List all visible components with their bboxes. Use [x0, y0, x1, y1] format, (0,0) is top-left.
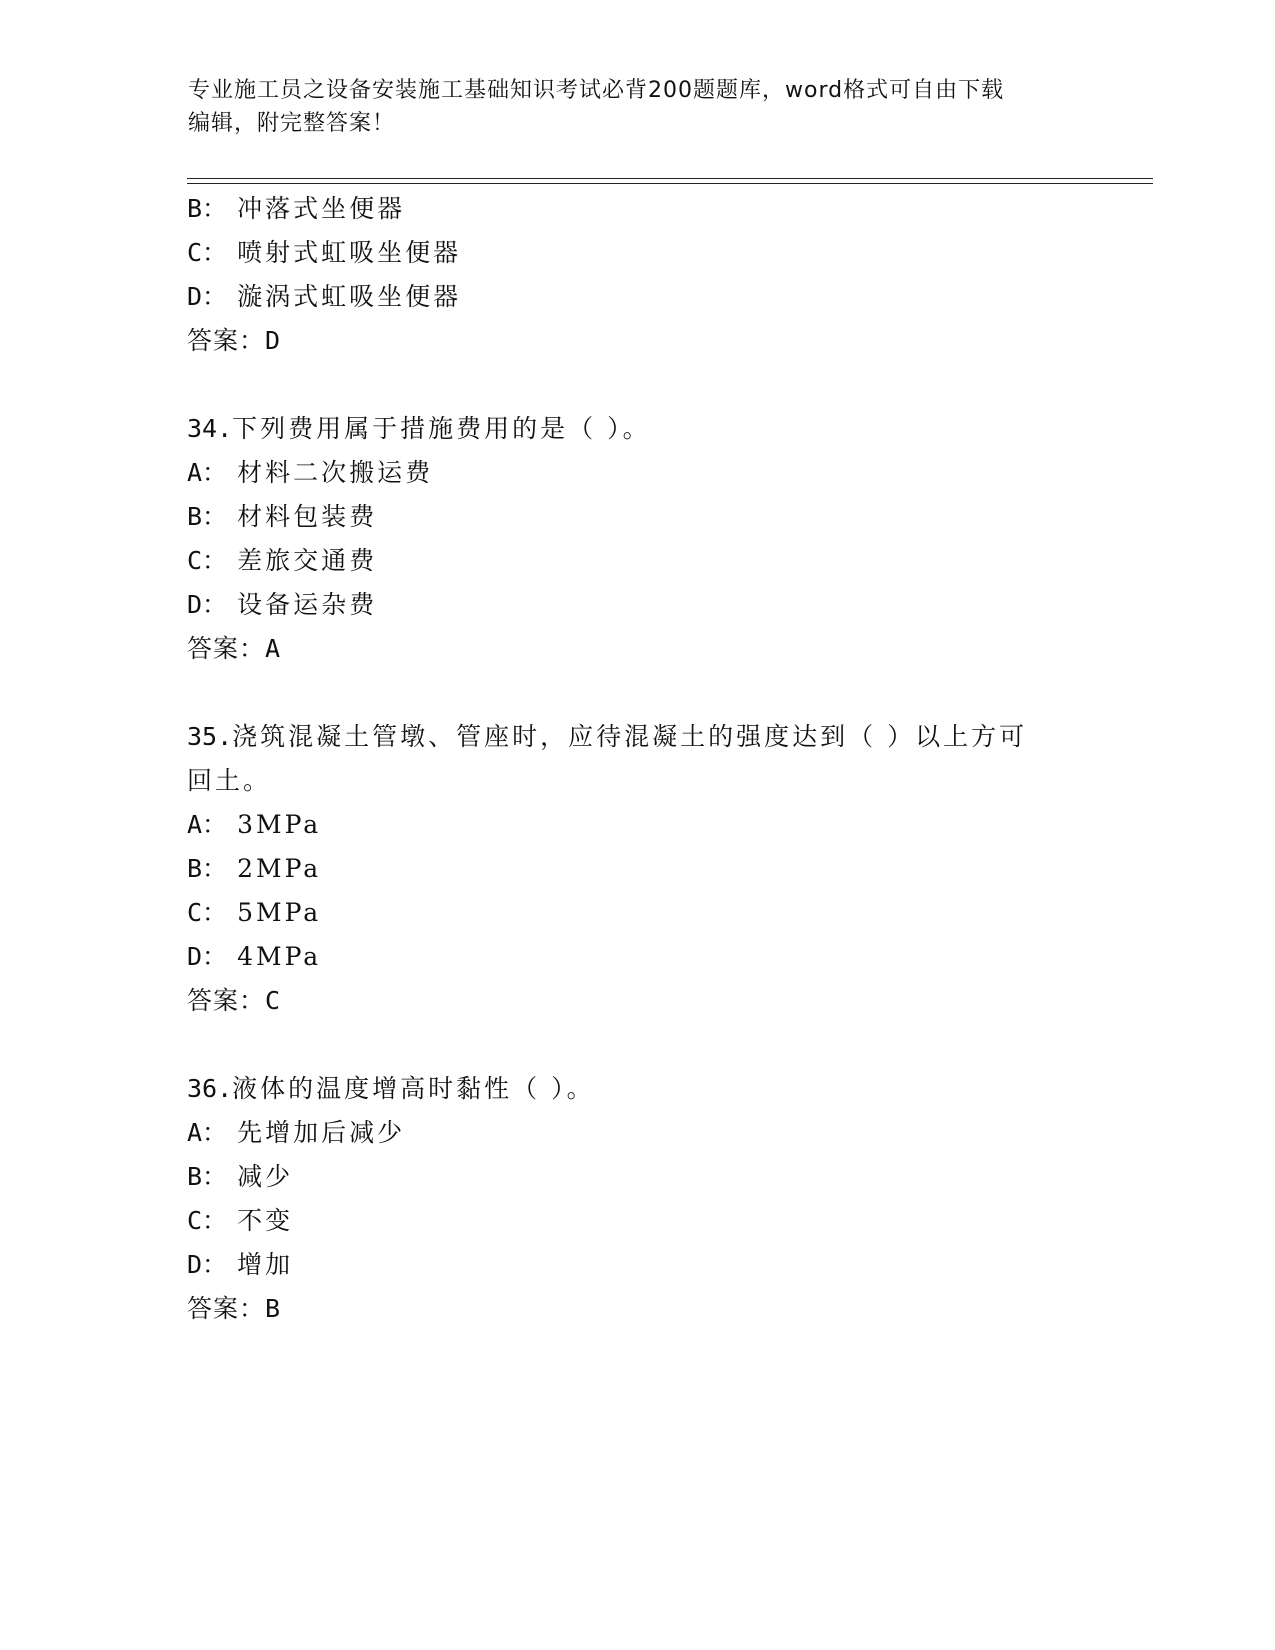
answer-label: 答案： [187, 1294, 266, 1323]
option-text: 材料二次搬运费 [237, 458, 434, 487]
q36-stem [187, 1074, 595, 1104]
q34-option-a [187, 458, 433, 488]
option-letter: D： [187, 590, 228, 619]
answer-value: A [265, 634, 282, 663]
q34-stem [187, 414, 651, 444]
q36-answer [187, 1294, 281, 1324]
header-title-line-2: 编辑，附完整答案！ [188, 111, 396, 136]
option-letter: D： [187, 942, 228, 971]
question-number: 35. [187, 722, 233, 751]
option-text: 设备运杂费 [237, 590, 378, 619]
option-letter: C： [187, 1206, 228, 1235]
option-text: 3MPa [237, 810, 322, 839]
q35-option-d [187, 942, 321, 972]
option-letter: D： [187, 282, 228, 311]
option-text: 5MPa [237, 898, 322, 927]
q35-answer [187, 986, 281, 1016]
q36-option-c [187, 1206, 293, 1236]
q33-option-d [187, 282, 461, 312]
question-text: 液体的温度增高时黏性（ ）。 [232, 1074, 595, 1103]
q33-answer [187, 326, 281, 356]
q36-option-a [187, 1118, 405, 1148]
answer-label: 答案： [187, 986, 266, 1015]
answer-value: D [265, 326, 282, 355]
q34-option-d [187, 590, 377, 620]
header-divider-top [187, 178, 1153, 179]
question-number: 36. [187, 1074, 233, 1103]
option-letter: A： [187, 1118, 228, 1147]
option-text: 材料包装费 [237, 502, 378, 531]
option-text: 冲落式坐便器 [237, 194, 406, 223]
document-header [188, 74, 1068, 140]
q34-option-b [187, 502, 377, 532]
q35-stem-line-1 [187, 722, 1027, 752]
q34-answer [187, 634, 281, 664]
option-letter: B： [187, 194, 228, 223]
answer-label: 答案： [187, 326, 266, 355]
question-text: 下列费用属于措施费用的是（ ）。 [232, 414, 651, 443]
q34-option-c [187, 546, 377, 576]
option-text: 差旅交通费 [237, 546, 378, 575]
answer-value: C [265, 986, 282, 1015]
q35-option-a [187, 810, 321, 840]
option-text: 减少 [237, 1162, 294, 1191]
option-letter: A： [187, 810, 228, 839]
header-divider-bottom [187, 183, 1153, 184]
option-text: 漩涡式虹吸坐便器 [237, 282, 462, 311]
question-text: 浇筑混凝土管墩、管座时，应待混凝土的强度达到（ ）以上方可 [232, 722, 1028, 751]
option-letter: D： [187, 1250, 228, 1279]
answer-value: B [265, 1294, 282, 1323]
q35-option-c [187, 898, 321, 928]
option-letter: A： [187, 458, 228, 487]
option-letter: C： [187, 898, 228, 927]
option-letter: B： [187, 854, 228, 883]
question-number: 34. [187, 414, 233, 443]
q33-option-c [187, 238, 461, 268]
option-letter: B： [187, 502, 228, 531]
option-letter: C： [187, 238, 228, 267]
option-text: 4MPa [237, 942, 322, 971]
option-text: 2MPa [237, 854, 322, 883]
q35-option-b [187, 854, 321, 884]
header-title-line-1: 专业施工员之设备安装施工基础知识考试必背200题题库，word格式可自由下载 [188, 78, 1005, 103]
option-text: 增加 [237, 1250, 294, 1279]
option-text: 喷射式虹吸坐便器 [237, 238, 462, 267]
q36-option-d [187, 1250, 293, 1280]
option-text: 不变 [237, 1206, 294, 1235]
q33-option-b [187, 194, 405, 224]
option-text: 先增加后减少 [237, 1118, 406, 1147]
answer-label: 答案： [187, 634, 266, 663]
option-letter: C： [187, 546, 228, 575]
q35-stem-line-2: 回土。 [187, 766, 272, 795]
option-letter: B： [187, 1162, 228, 1191]
q36-option-b [187, 1162, 293, 1192]
